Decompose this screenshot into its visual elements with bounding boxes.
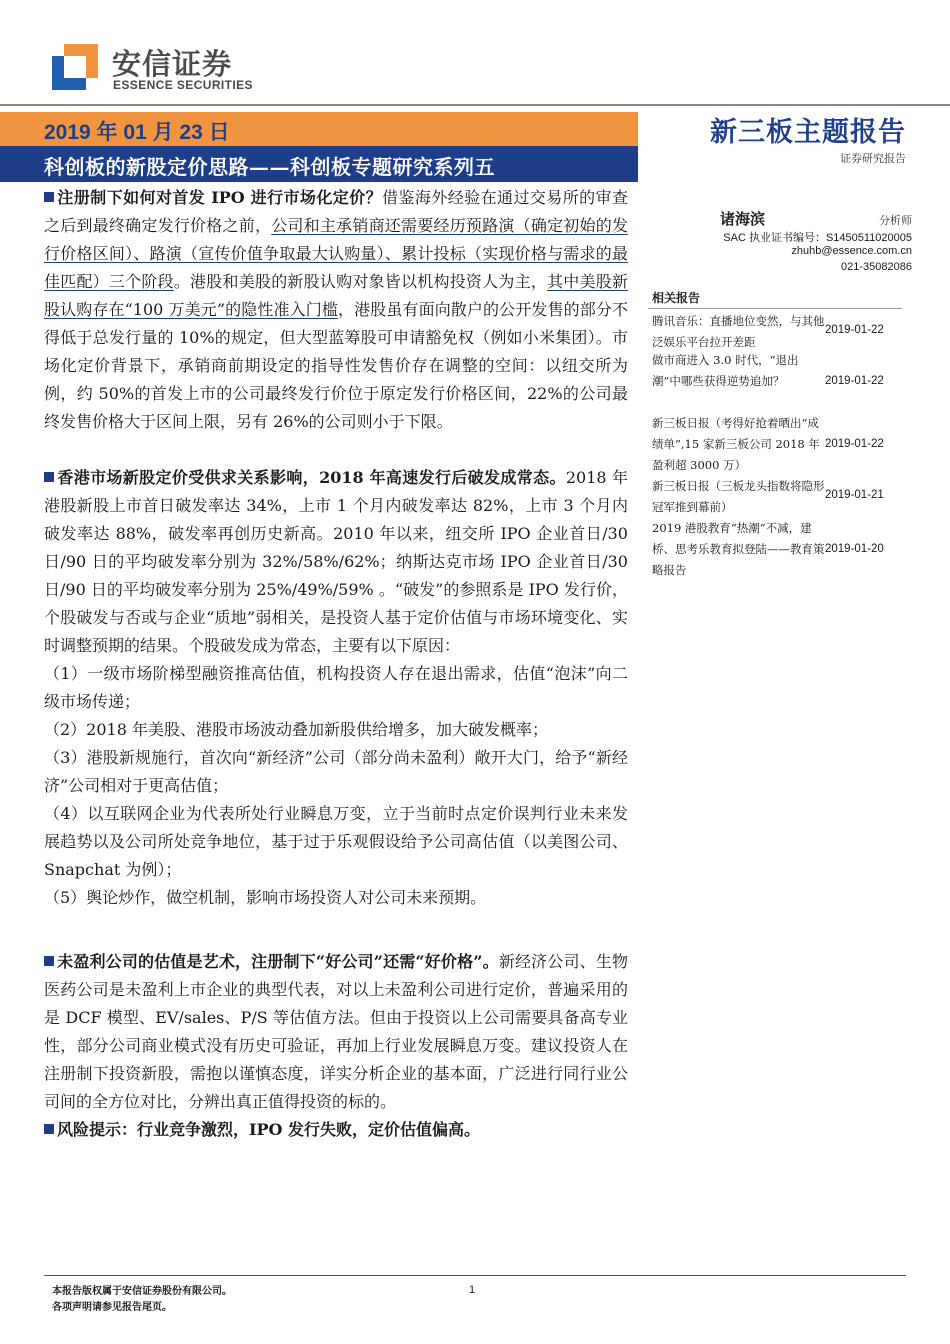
- header-divider: [0, 104, 950, 106]
- analyst-license: SAC 执业证书编号：S1450511020005: [723, 232, 912, 244]
- footer-disclaimer: 各项声明请参见报告尾页。: [52, 1302, 172, 1313]
- reason-item: （2）2018 年美股、港股市场波动叠加新股供给增多，加大破发概率；: [44, 720, 548, 739]
- reason-item: （4）以互联网企业为代表所处行业瞬息万变，立于当前时点定价误判行业未来发展趋势以及公司所处竞争地位，基于过于乐观假设给予公司高估值（以美图公司、Snapchat 为例）；: [44, 804, 628, 879]
- analyst-name: 诸海滨: [720, 210, 766, 228]
- related-report-date: 2019-01-22: [825, 324, 884, 336]
- related-report-date: 2019-01-22: [825, 375, 884, 387]
- footer-divider: [44, 1275, 906, 1276]
- related-report-title[interactable]: 新三板日报（考得好抢着晒出“成绩单”,15 家新三板公司 2018 年盈利超 3000 万）: [652, 416, 820, 472]
- related-report-date: 2019-01-20: [825, 543, 884, 555]
- reason-item: （3）港股新规施行，首次向“新经济”公司（部分尚未盈利）敞开大门，给予“新经济”公司相对于更高估值；: [44, 748, 628, 795]
- reason-item: （5）舆论炒作，做空机制，影响市场投资人对公司未来预期。: [44, 888, 487, 907]
- section-lead: 注册制下如何对首发 IPO 进行市场化定价？: [57, 188, 383, 207]
- analyst-phone: 021-35082086: [841, 261, 912, 273]
- analyst-email[interactable]: zhuhb@essence.com.cn: [791, 245, 912, 257]
- section-hk-market: 香港市场新股定价受供求关系影响，2018 年高速发行后破发成常态。2018 年港股新股上市首日破发率达 34%，上市 1 个月内破发率达 82%，上市 3 个月内破发率达 88%，破发率再创历史新高。2010 年以来，纽交所 IPO 企业首日/30 日/90 日的平均破发率分别为 32%/58%/62%；纳斯达克市场 IPO 企业首日/30 日/90 日的平均破发率分别为 25%/49%/59% 。“破发”的参照系是 IPO 发行价，个股破发与否或与企业“质地”弱相关，是投资人基于定价估值与市场环境变化、实时调整预期的结果。个股破发成为常态，主要有以下原因：: [44, 468, 628, 655]
- related-report-date: 2019-01-21: [825, 489, 884, 501]
- related-report-item[interactable]: [652, 413, 906, 476]
- analyst-role: 分析师: [879, 214, 912, 227]
- bullet-square-icon: [44, 192, 54, 202]
- related-report-date: 2019-01-22: [825, 438, 884, 450]
- report-subtype: 证券研究报告: [840, 152, 906, 165]
- brand-name-en: ESSENCE SECURITIES: [113, 78, 253, 92]
- related-divider: [648, 308, 902, 309]
- footer-copyright: 本报告版权属于安信证券股份有限公司。: [52, 1286, 232, 1297]
- section-unprofitable-valuation: 未盈利公司的估值是艺术，注册制下“好公司”还需“好价格”。新经济公司、生物医药公司是未盈利上市企业的典型代表，对以上未盈利公司进行定价，普遍采用的是 DCF 模型、EV/sales、P/S 等估值方法。但由于投资以上公司需要具备高专业性，部分公司商业模式没有历史可验证，再加上行业发展瞬息万变。建议投资人在注册制下投资新股，需抱以谨慎态度，详实分析企业的基本面，广泛进行同行业公司间的全方位对比，分辨出真正值得投资的标的。: [44, 952, 628, 1111]
- bullet-square-icon: [44, 956, 54, 966]
- essence-logo-icon: [52, 44, 98, 90]
- page-number: 1: [469, 1284, 476, 1296]
- report-date: 2019 年 01 月 23 日: [44, 121, 230, 144]
- brand-name-cn: 安信证券: [112, 47, 233, 81]
- section-lead: 未盈利公司的估值是艺术，注册制下“好公司”还需“好价格”。: [57, 952, 499, 971]
- related-reports-title: 相关报告: [652, 291, 701, 305]
- bullet-square-icon: [44, 1124, 54, 1134]
- brand-logo: [52, 40, 253, 96]
- related-report-item[interactable]: [652, 476, 906, 518]
- section-ipo-pricing: 注册制下如何对首发 IPO 进行市场化定价？借鉴海外经验在通过交易所的审查之后到最终确定发行价格之前，公司和主承销商还需要经历预路演（确定初始的发行价格区间）、路演（宣传价值争取最大认购量）、累计投标（实现价格与需求的最佳匹配）三个阶段。港股和美股的新股认购对象皆以机构投资人为主，其中美股新股认购存在“100 万美元”的隐性准入门槛，港股虽有面向散户的公开发售的部分不得低于总发行量的 10%的规定，但大型蓝筹股可申请豁免权（例如小米集团）。市场化定价背景下，承销商前期设定的指导性发售价存在调整的空间：以纽交所为例，约 50%的首发上市的公司最终发行价位于原定发行价格区间，22%的公司最终发售价格大于区间上限，另有 26%的公司则小于下限。: [44, 188, 628, 431]
- related-report-item[interactable]: [652, 311, 906, 353]
- report-body: [44, 184, 628, 1144]
- related-report-title[interactable]: 腾讯音乐：直播地位变然，与其他泛娱乐平台拉开差距: [652, 314, 825, 349]
- section-lead: 香港市场新股定价受供求关系影响，2018 年高速发行后破发成常态。: [57, 468, 566, 487]
- related-report-item[interactable]: [652, 350, 906, 392]
- related-report-item[interactable]: [652, 518, 906, 581]
- reason-item: （1）一级市场阶梯型融资推高估值，机构投资人存在退出需求，估值“泡沫”向二级市场传递；: [44, 664, 628, 711]
- report-title: 科创板的新股定价思路——科创板专题研究系列五: [44, 155, 495, 179]
- report-type: 新三板主题报告: [710, 117, 906, 148]
- risk-warning: 风险提示：行业竞争激烈，IPO 发行失败，定价估值偏高。: [44, 1116, 628, 1144]
- related-report-title[interactable]: 新三板日报（三板龙头指数将隐形冠军推到幕前）: [652, 479, 825, 514]
- related-report-title[interactable]: 做市商进入 3.0 时代，“退出潮”中哪些获得逆势追加？: [652, 353, 799, 388]
- bullet-square-icon: [44, 472, 54, 482]
- related-report-title[interactable]: 2019 港股教育“热潮”不减，建桥、思考乐教育拟登陆——教育策略报告: [652, 521, 825, 577]
